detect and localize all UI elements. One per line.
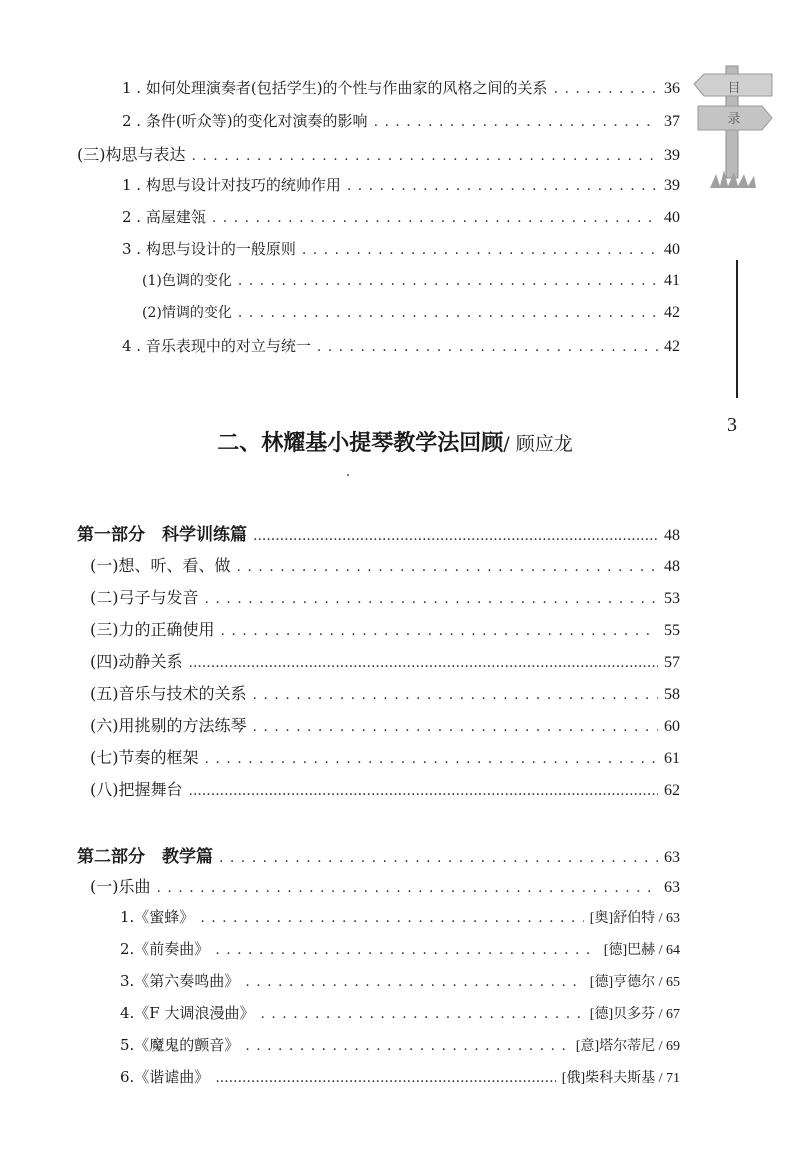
toc-entry — [90, 713, 680, 736]
toc-entry-label: (五)音乐与技术的关系 — [90, 684, 247, 703]
part-heading-page: 63 — [664, 849, 680, 866]
leader-dots — [192, 148, 659, 164]
toc-entry-label: (八)把握舞台 — [90, 780, 183, 799]
toc-entry — [122, 238, 680, 259]
leader-dots — [215, 942, 597, 958]
toc-entry-label: (1)色调的变化 — [142, 273, 232, 289]
toc-entry-page: 37 — [664, 113, 680, 130]
section-heading-author: / 顾应龙 — [503, 433, 573, 455]
toc-entry-label: (一)想、听、看、做 — [90, 556, 231, 575]
piece-entry — [120, 970, 680, 991]
toc-entry — [122, 110, 680, 131]
leader-dots — [200, 910, 583, 926]
toc-entry-page: 55 — [664, 622, 680, 639]
piece-composer: [俄]柴科夫斯基 / 71 — [561, 1071, 680, 1086]
piece-entry — [120, 938, 680, 959]
toc-entry-label: 1 . 构思与设计对技巧的统帅作用 — [122, 176, 341, 194]
leader-dots — [237, 559, 659, 575]
toc-entry — [122, 77, 680, 98]
side-rule — [736, 260, 738, 398]
toc-entry-page: 42 — [664, 338, 680, 355]
toc-entry — [90, 617, 680, 640]
leader-dots — [157, 880, 659, 896]
toc-entry-page: 40 — [664, 241, 680, 258]
toc-entry-label: 1 . 如何处理演奏者(包括学生)的个性与作曲家的风格之间的关系 — [122, 79, 548, 97]
toc-entry-label: (七)节奏的框架 — [90, 748, 199, 767]
toc-entry — [122, 206, 680, 227]
toc-entry-page: 39 — [664, 177, 680, 194]
toc-entry-page: 39 — [664, 147, 680, 164]
toc-entry-page: 61 — [664, 750, 680, 767]
piece-entry — [120, 906, 680, 927]
piece-title: 3.《第六奏鸣曲》 — [120, 972, 240, 990]
toc-entry — [122, 335, 680, 356]
toc-entry — [122, 174, 680, 195]
toc-entry-label: 2 . 条件(听众等)的变化对演奏的影响 — [122, 112, 368, 130]
toc-entry — [90, 585, 680, 608]
leader-dots — [317, 339, 658, 355]
leader-dots — [374, 114, 658, 130]
toc-entry-label: (一)乐曲 — [90, 877, 151, 896]
leader-dots — [554, 81, 658, 97]
toc-entry-page: 57 — [664, 654, 680, 671]
signpost-label-top: 目 — [727, 81, 741, 96]
leader-dots — [245, 974, 583, 990]
leader-dots — [302, 242, 658, 258]
toc-entry-page: 41 — [664, 272, 680, 289]
piece-composer: [德]巴赫 / 64 — [603, 943, 680, 958]
section-heading-title: 二、林耀基小提琴教学法回顾 — [217, 431, 504, 456]
piece-entry — [120, 1066, 680, 1087]
leader-dots — [253, 719, 659, 735]
leader-dots — [205, 751, 659, 767]
leader-dots — [219, 850, 658, 866]
leader-dots — [212, 210, 658, 226]
leader-dots — [221, 623, 659, 639]
part-heading-label: 第一部分 科学训练篇 — [77, 525, 247, 545]
leader-dots — [261, 1006, 584, 1022]
toc-entry-page: 53 — [664, 590, 680, 607]
toc-entry — [90, 745, 680, 768]
toc-entry-page: 42 — [664, 304, 680, 321]
piece-title: 2.《前奏曲》 — [120, 940, 210, 958]
toc-entry-page: 58 — [664, 686, 680, 703]
piece-composer: [奥]舒伯特 / 63 — [589, 911, 680, 926]
leader-dots — [238, 273, 658, 289]
leader-dots — [215, 1070, 555, 1086]
toc-entry — [90, 649, 680, 672]
toc-entry-label: (2)情调的变化 — [142, 305, 232, 321]
toc-entry-page: 63 — [664, 879, 680, 896]
toc-entry — [90, 777, 680, 800]
toc-entry — [90, 681, 680, 704]
toc-entry-label: (三)力的正确使用 — [90, 620, 215, 639]
piece-entry — [120, 1002, 680, 1023]
leader-dots — [253, 687, 659, 703]
toc-entry-page: 48 — [664, 558, 680, 575]
toc-entry-label: (六)用挑剔的方法练琴 — [90, 716, 247, 735]
toc-entry — [77, 142, 680, 165]
piece-composer: [德]贝多芬 / 67 — [589, 1007, 680, 1022]
toc-entry-page: 62 — [664, 782, 680, 799]
leader-dots — [245, 1038, 569, 1054]
toc-entry-label: 3 . 构思与设计的一般原则 — [122, 240, 296, 258]
page-number: 3 — [727, 414, 737, 436]
toc-entry-label: 4 . 音乐表现中的对立与统一 — [122, 337, 311, 355]
toc-entry-page: 60 — [664, 718, 680, 735]
leader-dots — [253, 528, 658, 544]
piece-title: 6.《谐谑曲》 — [120, 1068, 210, 1086]
leader-dots — [347, 178, 658, 194]
toc-entry-label: (二)弓子与发音 — [90, 588, 199, 607]
toc-entry-label: 2 . 高屋建瓴 — [122, 208, 206, 226]
toc-entry-page: 40 — [664, 209, 680, 226]
leader-dots — [189, 655, 659, 671]
signpost-label-bottom: 录 — [727, 112, 741, 127]
part-heading — [77, 842, 680, 867]
leader-dots — [205, 591, 659, 607]
toc-entry-page: 36 — [664, 80, 680, 97]
toc-entry — [90, 874, 680, 897]
toc-entry — [142, 302, 680, 322]
part-heading-label: 第二部分 教学篇 — [77, 847, 213, 867]
signpost-icon — [690, 62, 776, 192]
piece-title: 5.《魔鬼的颤音》 — [120, 1036, 240, 1054]
part-heading — [77, 520, 680, 545]
piece-title: 4.《F 大调浪漫曲》 — [120, 1004, 255, 1022]
piece-title: 1.《蜜蜂》 — [120, 908, 195, 926]
toc-entry — [90, 553, 680, 576]
toc-entry-label: (三)构思与表达 — [77, 145, 186, 164]
toc-entry — [142, 270, 680, 290]
leader-dots — [238, 305, 658, 321]
leader-dots — [189, 783, 659, 799]
part-heading-page: 48 — [664, 527, 680, 544]
stray-dot — [347, 474, 349, 476]
piece-entry — [120, 1034, 680, 1055]
section-heading — [0, 426, 790, 457]
piece-composer: [意]塔尔蒂尼 / 69 — [575, 1039, 680, 1054]
piece-composer: [德]亨德尔 / 65 — [589, 975, 680, 990]
toc-entry-label: (四)动静关系 — [90, 652, 183, 671]
